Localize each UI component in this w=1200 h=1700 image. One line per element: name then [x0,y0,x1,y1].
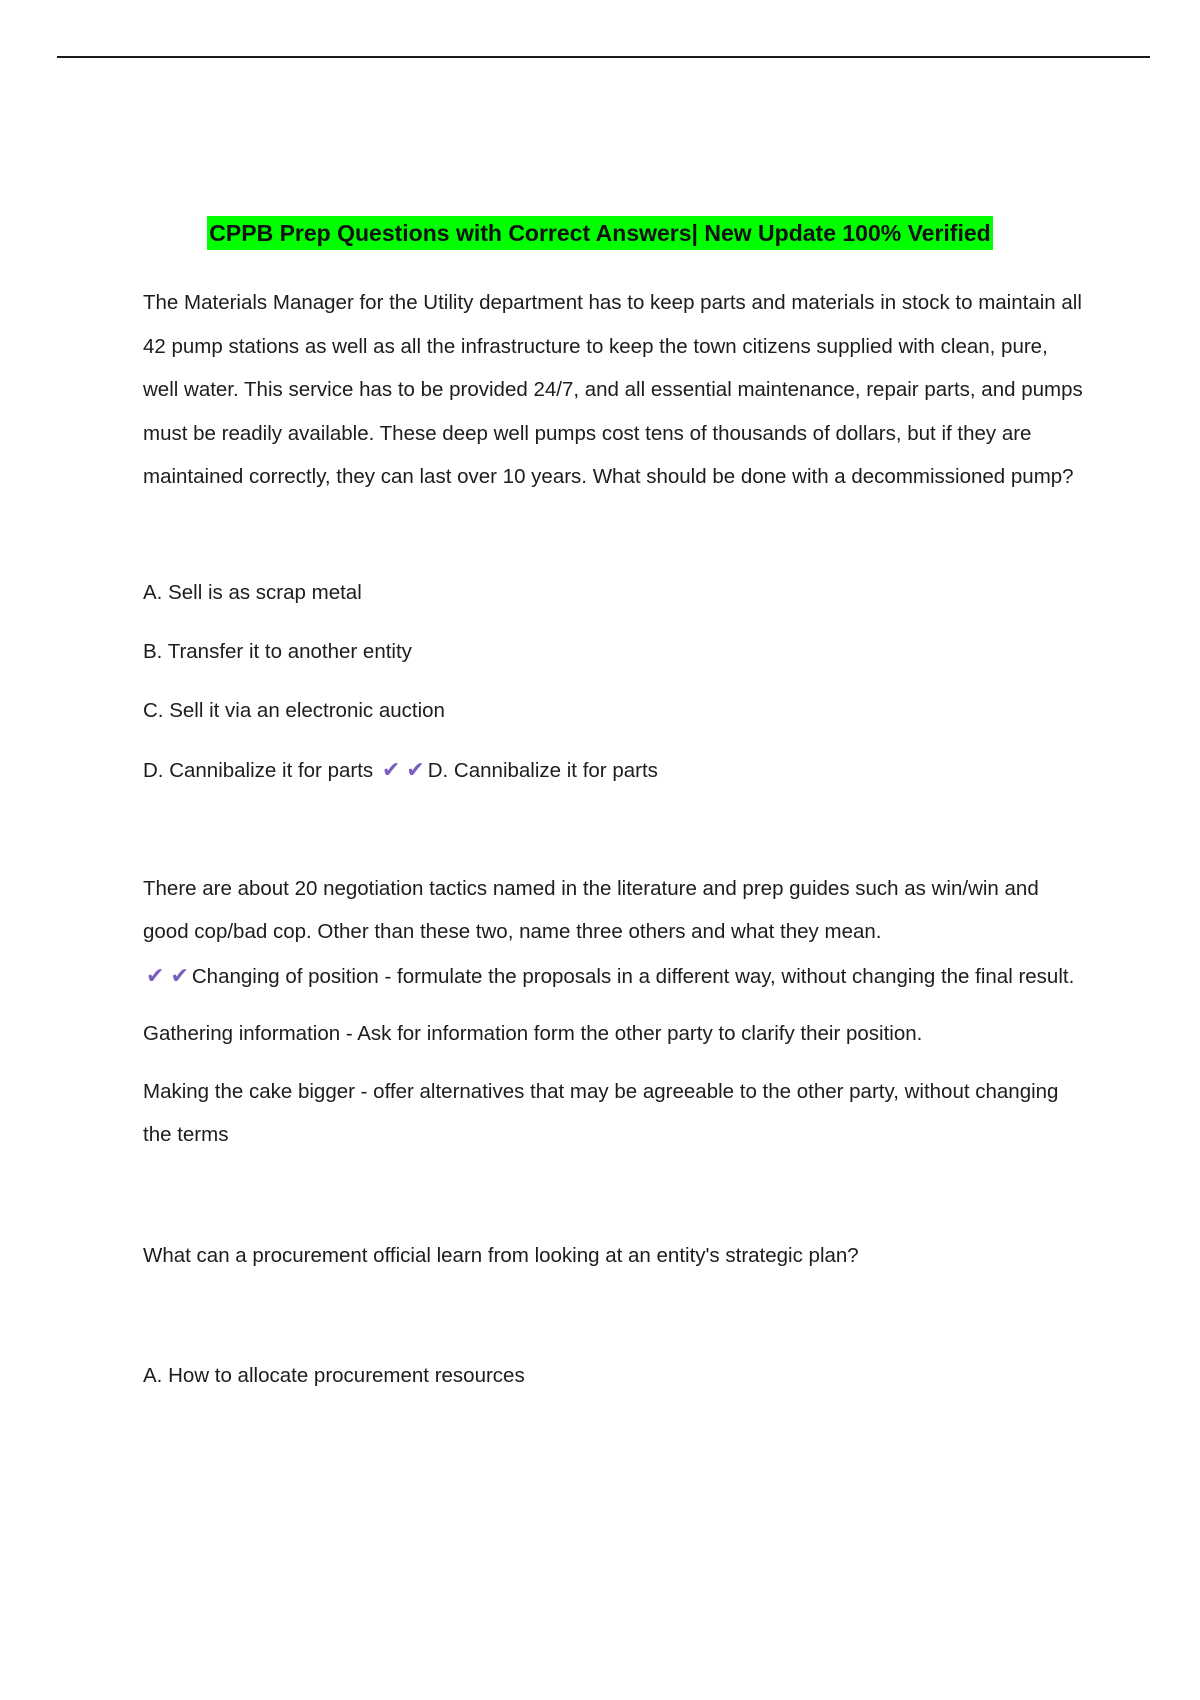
question-2-answer-1-line [143,954,1083,999]
question-2-text: There are about 20 negotiation tactics named in the literature and prep guides such as win/win and good cop/bad cop. Other than these two, name three others and what they mean. [143,876,1039,943]
top-rule [57,56,1150,58]
checkmark-icon: ✔ [146,962,165,988]
checkmark-icon: ✔ [406,756,425,782]
question-1-option-d-line [143,748,1083,792]
question-2-answer-2: Gathering information - Ask for information form the other party to clarify their position. [143,1022,923,1045]
title-container [0,216,1200,250]
question-1-option-d: D. Cannibalize it for parts [143,758,374,782]
question-3-option-a: A. How to allocate procurement resources [143,1364,525,1387]
checkmark-icon: ✔ [381,756,401,782]
question-2-answer-1: Changing of position - formulate the proposals in a different way, without changing the final result. [191,964,1075,988]
question-3-text: What can a procurement official learn from looking at an entity's strategic plan? [143,1243,859,1267]
question-1-option-b: B. Transfer it to another entity [143,639,412,663]
question-2-answer-3: Making the cake bigger - offer alternatives that may be agreeable to the other party, without changing the terms [143,1079,1059,1146]
question-1-option-a: A. Sell is as scrap metal [143,580,362,604]
question-1-answer: D. Cannibalize it for parts [427,758,658,782]
checkmark-icon: ✔ [170,962,189,988]
document-body [143,281,1083,1398]
question-1-text: The Materials Manager for the Utility department has to keep parts and materials in stock to maintain all 42 pump stations as well as all the infrastructure to keep the town citizens supplied with clean, pure, well water. This service has to be provided 24/7, and all essential maintenance, repair parts, and pumps must be readily available. These deep well pumps cost tens of thousands of dollars, but if they are maintained correctly, they can last over 10 years. What should be done with a decommissioned pump? [143,291,1083,488]
question-1-option-c: C. Sell it via an electronic auction [143,698,445,722]
document-title: CPPB Prep Questions with Correct Answers| New Update 100% Verified [207,216,992,250]
